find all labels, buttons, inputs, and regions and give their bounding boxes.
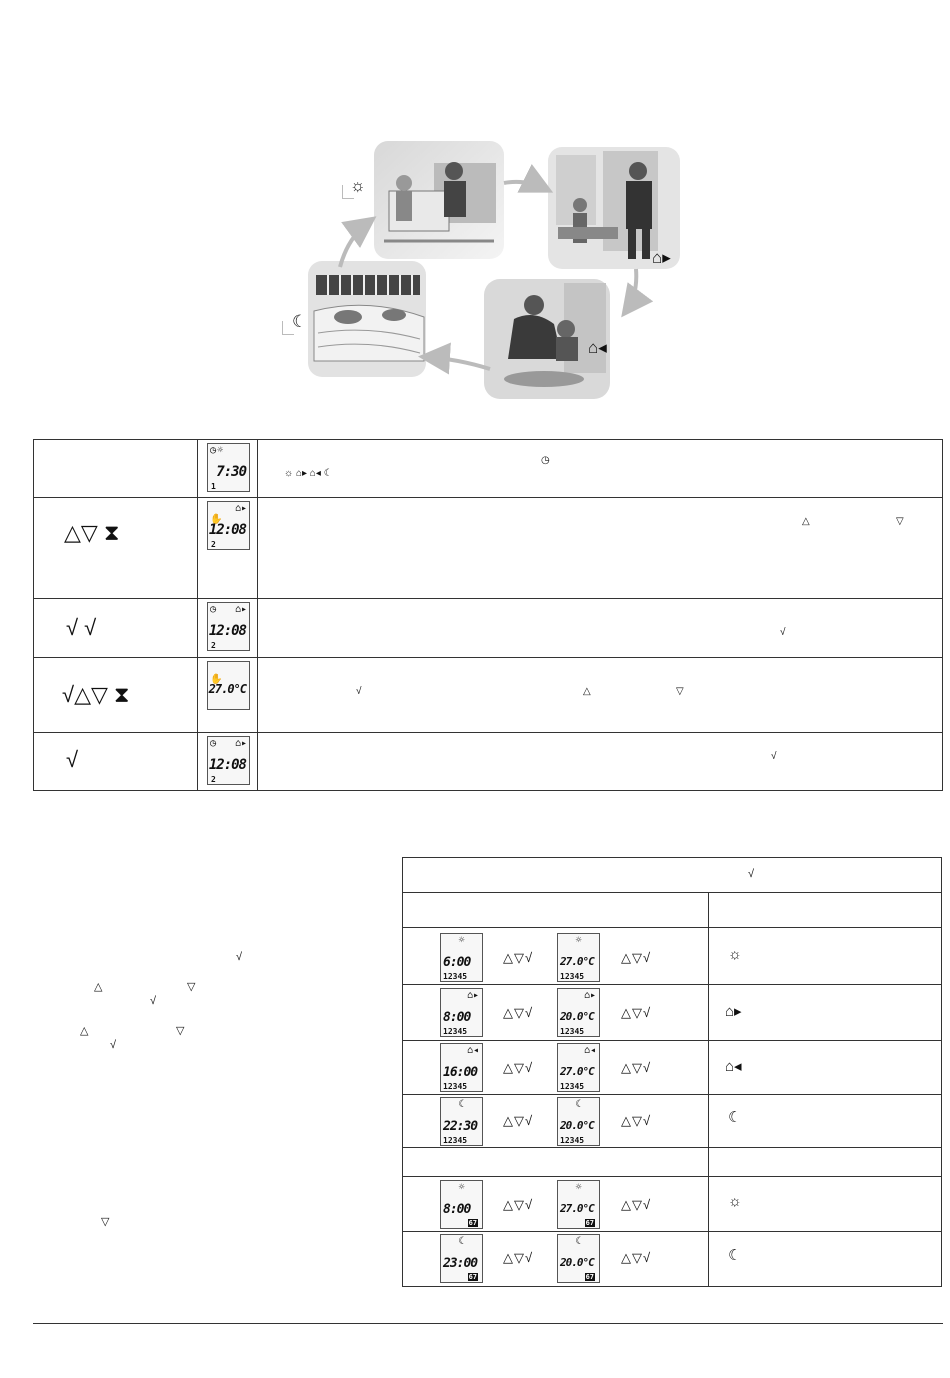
- check-key: √: [66, 747, 79, 772]
- check-icon: √: [150, 995, 157, 1007]
- keys-cell: [34, 733, 198, 791]
- check-icon: √: [110, 1039, 117, 1051]
- lcd-time: [440, 1234, 483, 1283]
- sun-icon: ☼: [458, 935, 465, 946]
- lcd-display: [207, 736, 250, 785]
- moon-icon: ☾: [575, 1099, 582, 1110]
- clock-icon: ◷: [210, 738, 218, 749]
- lcd-display: [207, 443, 250, 492]
- keys-cell: [34, 440, 198, 498]
- hand-icon: ✋: [210, 514, 223, 525]
- up-down-check-keys: △▽√: [621, 950, 652, 965]
- table-row: [34, 599, 943, 658]
- moon-icon: ☾: [575, 1236, 582, 1247]
- home-return-icon: ⌂◂: [588, 338, 607, 357]
- table-divider: [403, 1094, 941, 1095]
- home-return-icon: ⌂◂: [466, 1045, 479, 1056]
- days: 12345: [560, 1027, 585, 1036]
- lcd-cell: [198, 599, 258, 658]
- check-icon: √: [748, 868, 755, 880]
- home-leave-icon: ⌂▸: [234, 604, 247, 615]
- up-down-check-keys: △▽√: [503, 1250, 534, 1265]
- lcd-temperature: [557, 988, 600, 1037]
- sun-icon: ☼: [728, 1193, 742, 1210]
- moon-icon: ☾: [458, 1236, 465, 1247]
- days: 12345: [560, 1082, 585, 1091]
- lcd-time: [440, 1043, 483, 1092]
- down-icon: ▽: [101, 1216, 110, 1228]
- moon-icon: ☾: [458, 1099, 465, 1110]
- temp-value: 20.0°C: [560, 1119, 594, 1132]
- clock-icon: ◷: [210, 604, 218, 615]
- lcd-temperature: [557, 1097, 600, 1146]
- home-leave-icon: ⌂▸: [583, 990, 596, 1001]
- temp-value: 20.0°C: [560, 1256, 594, 1269]
- up-down-check-keys: △▽√: [503, 1060, 534, 1075]
- clock-icon: ◷: [541, 455, 550, 466]
- lcd-cell: [198, 658, 258, 733]
- table-divider: [403, 984, 941, 985]
- check-check-keys: √ √: [66, 615, 97, 640]
- description-cell: [258, 599, 943, 658]
- up-down-hourglass-keys: △▽ ⧗: [64, 520, 120, 545]
- mode-icons: ☼ ⌂▸ ⌂◂ ☾: [284, 468, 333, 479]
- time-value: 22:30: [443, 1119, 478, 1134]
- temp-value: 27.0°C: [560, 955, 594, 968]
- clock-sun-icon: ◷☼: [210, 445, 225, 456]
- up-down-check-keys: △▽√: [621, 1113, 652, 1128]
- keys-cell: [34, 599, 198, 658]
- days: 67: [468, 1219, 477, 1227]
- lcd-display: [207, 501, 250, 550]
- lcd-day: 2: [211, 540, 216, 549]
- lcd-time: 12:08: [208, 522, 246, 538]
- temp-value: 20.0°C: [560, 1010, 594, 1023]
- days: 12345: [443, 1082, 468, 1091]
- lcd-time: [440, 933, 483, 982]
- days: 12345: [560, 1136, 585, 1145]
- description-cell: [258, 440, 943, 498]
- table-row: [34, 440, 943, 498]
- table-row: [34, 498, 943, 599]
- hand-icon: ✋: [210, 674, 223, 685]
- down-icon: ▽: [676, 686, 684, 697]
- sun-icon: ☼: [458, 1182, 465, 1193]
- days: 67: [468, 1273, 477, 1281]
- home-leave-icon: ⌂▸: [234, 738, 247, 749]
- home-return-icon: ⌂◂: [725, 1058, 742, 1075]
- sun-icon: ☼: [575, 1182, 582, 1193]
- cycle-arrows: [278, 135, 690, 403]
- up-down-check-keys: △▽√: [503, 1197, 534, 1212]
- up-down-check-keys: △▽√: [621, 1005, 652, 1020]
- lcd-cell: [198, 440, 258, 498]
- days: 12345: [443, 1136, 468, 1145]
- check-up-down-hourglass-keys: √△▽ ⧗: [62, 682, 130, 707]
- description-cell: [258, 658, 943, 733]
- days: 67: [585, 1273, 594, 1281]
- program-table: [402, 857, 942, 1287]
- time-value: 8:00: [443, 1010, 471, 1025]
- up-down-check-keys: △▽√: [503, 950, 534, 965]
- check-icon: √: [356, 686, 362, 697]
- home-return-icon: ⌂◂: [583, 1045, 596, 1056]
- up-icon: △: [802, 516, 810, 527]
- days: 67: [585, 1219, 594, 1227]
- up-down-check-keys: △▽√: [621, 1060, 652, 1075]
- home-leave-icon: ⌂▸: [234, 503, 247, 514]
- lcd-time: [440, 1180, 483, 1229]
- lcd-display: [207, 602, 250, 651]
- lcd-display: [207, 661, 250, 710]
- check-icon: √: [771, 751, 777, 762]
- days: 12345: [443, 1027, 468, 1036]
- table-divider: [403, 1040, 941, 1041]
- footer-rule: [33, 1323, 943, 1324]
- moon-icon: ☾: [728, 1109, 742, 1126]
- table-divider: [403, 892, 941, 893]
- up-down-check-keys: △▽√: [503, 1005, 534, 1020]
- lcd-day: 2: [211, 641, 216, 650]
- lcd-temperature: [557, 933, 600, 982]
- sun-icon: ☼: [350, 176, 366, 195]
- keys-cell: [34, 658, 198, 733]
- lcd-temperature: 27.0°C: [208, 682, 246, 696]
- lcd-temperature: [557, 1180, 600, 1229]
- column-divider: [708, 892, 709, 1287]
- days: 12345: [443, 972, 468, 981]
- lcd-cell: [198, 733, 258, 791]
- home-leave-icon: ⌂▸: [725, 1003, 742, 1020]
- check-icon: √: [236, 951, 243, 963]
- down-icon: ▽: [187, 981, 196, 993]
- time-value: 23:00: [443, 1256, 478, 1271]
- home-leave-icon: ⌂▸: [652, 248, 671, 267]
- up-down-check-keys: △▽√: [503, 1113, 534, 1128]
- lcd-time: 12:08: [208, 623, 246, 639]
- moon-icon: ☾: [728, 1247, 742, 1264]
- table-divider: [403, 927, 941, 928]
- up-icon: △: [94, 981, 103, 993]
- up-icon: △: [583, 686, 591, 697]
- lcd-time: 7:30: [216, 464, 246, 480]
- table-divider: [403, 1147, 941, 1148]
- lcd-time: [440, 1097, 483, 1146]
- sun-icon: ☼: [728, 946, 742, 963]
- days: 12345: [560, 972, 585, 981]
- description-cell: [258, 498, 943, 599]
- lcd-time: 12:08: [208, 757, 246, 773]
- lcd-cell: [198, 498, 258, 599]
- lcd-temperature: [557, 1234, 600, 1283]
- lcd-temperature: [557, 1043, 600, 1092]
- operation-table: [33, 439, 943, 791]
- up-down-check-keys: △▽√: [621, 1250, 652, 1265]
- moon-icon: ☾: [292, 312, 308, 331]
- table-row: [34, 733, 943, 791]
- temp-value: 27.0°C: [560, 1202, 594, 1215]
- time-value: 8:00: [443, 1202, 471, 1217]
- sun-icon: ☼: [575, 935, 582, 946]
- up-icon: △: [80, 1025, 89, 1037]
- time-value: 6:00: [443, 955, 471, 970]
- lcd-day: 2: [211, 775, 216, 784]
- description-cell: [258, 733, 943, 791]
- temp-value: 27.0°C: [560, 1065, 594, 1078]
- time-value: 16:00: [443, 1065, 478, 1080]
- table-divider: [403, 1176, 941, 1177]
- check-icon: √: [780, 627, 786, 638]
- home-leave-icon: ⌂▸: [466, 990, 479, 1001]
- up-down-check-keys: △▽√: [621, 1197, 652, 1212]
- down-icon: ▽: [176, 1025, 185, 1037]
- lcd-time: [440, 988, 483, 1037]
- daily-cycle-illustration: [278, 135, 690, 403]
- table-row: [34, 658, 943, 733]
- keys-cell: [34, 498, 198, 599]
- lcd-day: 1: [211, 482, 216, 491]
- down-icon: ▽: [896, 516, 904, 527]
- table-divider: [403, 1231, 941, 1232]
